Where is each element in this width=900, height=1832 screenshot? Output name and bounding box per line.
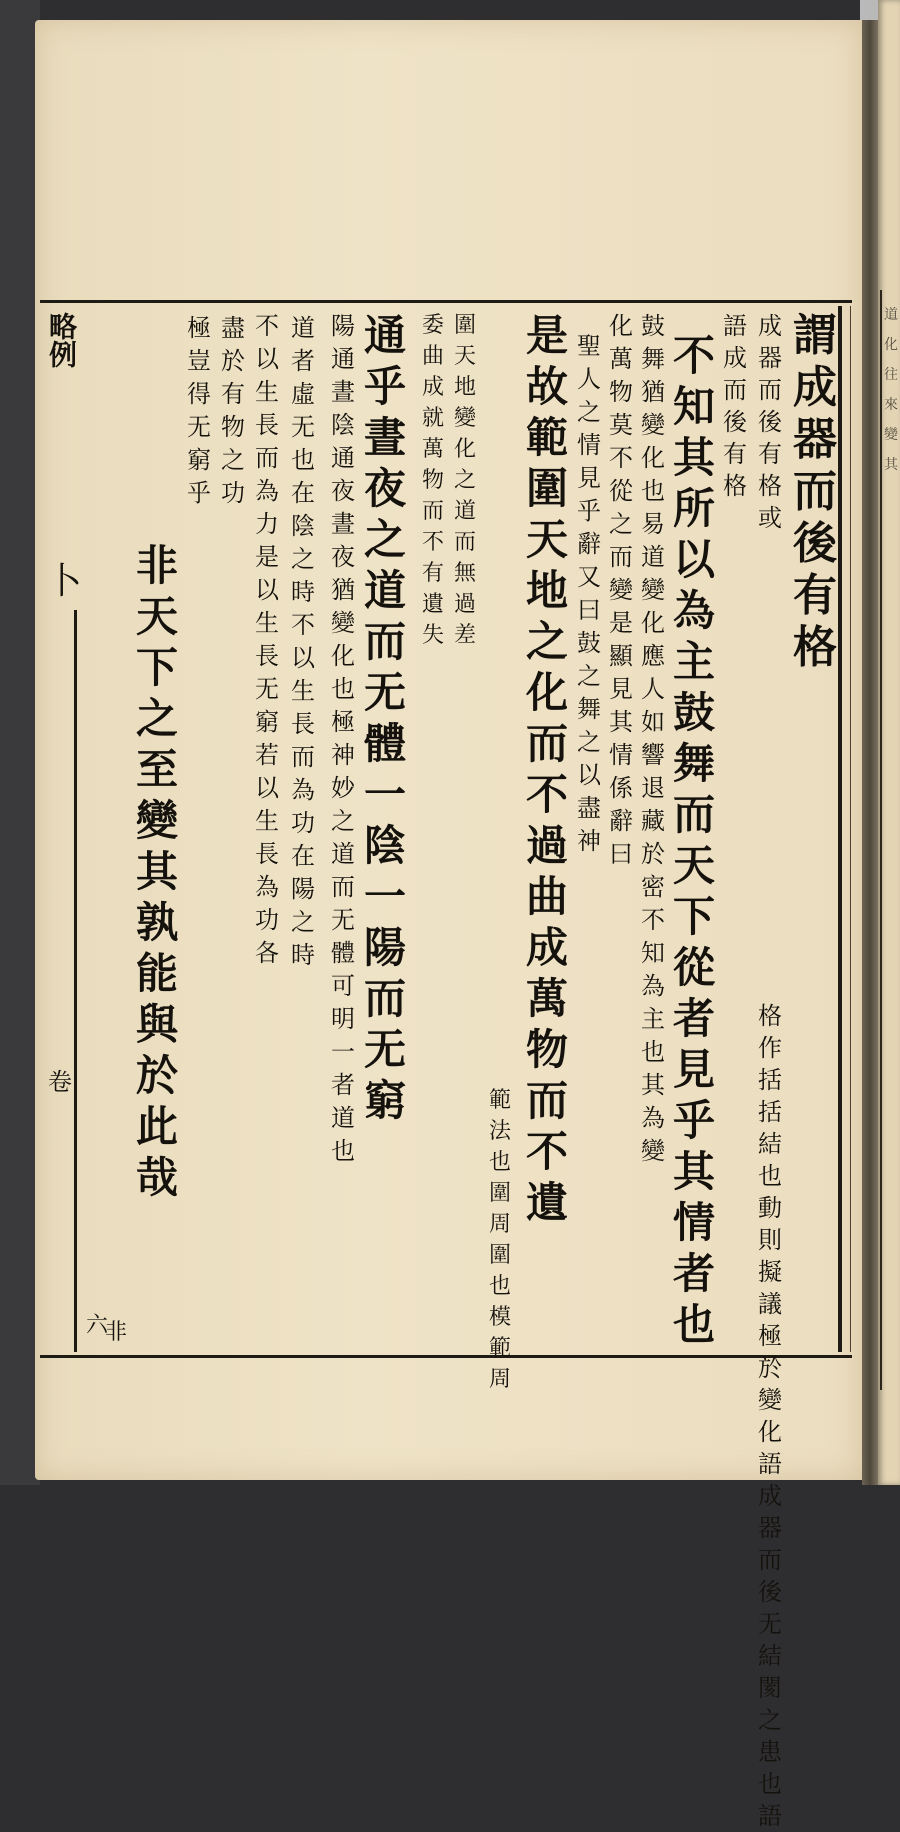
main-text-column: 非 天 下 之 至 變 其 孰 能 與 於 此 哉 (135, 541, 178, 1202)
margin-title: 略例 (45, 312, 78, 368)
adjacent-page-edge (878, 0, 900, 1485)
page-number: 六 (86, 1313, 109, 1338)
frame-outer-rule (850, 306, 851, 1352)
commentary-column: 陽 通 晝 陰 通 夜 晝 夜 猶 變 化 也 極 神 妙 之 道 而 无 體 可 明 一 者 道 也 (331, 312, 355, 1165)
commentary-column: 委 曲 成 就 萬 物 而 不 有 遺 失 (421, 313, 444, 648)
main-text-column: 謂 成 器 而 後 有 格 (793, 310, 837, 673)
main-text-column: 通 乎 晝 夜 之 道 而 无 體 一 陰 一 陽 而 无 窮 (363, 311, 406, 1125)
commentary-column: 聖 人 之 情 見 乎 辭 又 曰 鼓 之 舞 之 以 盡 神 (577, 332, 601, 855)
commentary-column: 格 作 括 括 結 也 動 則 擬 議 極 於 變 化 語 成 器 而 後 无 結 閡 之 患 也 語 (758, 1002, 782, 1830)
commentary-column: 語 成 而 後 有 格 (723, 312, 747, 500)
commentary-column: 不 以 生 長 而 為 力 是 以 生 長 无 窮 若 以 生 長 為 功 各 (255, 312, 279, 967)
adjacent-page-border (880, 290, 882, 1390)
commentary-column: 道 者 虛 无 也 在 陰 之 時 不 以 生 長 而 為 功 在 陽 之 時 (291, 314, 315, 969)
commentary-column: 極 豈 得 无 窮 乎 (187, 314, 211, 507)
commentary-column: 非 (104, 1320, 127, 1345)
juan-mark: 卷 (48, 1068, 72, 1096)
commentary-column: 成 器 而 後 有 格 或 (758, 312, 782, 532)
book-gutter (862, 0, 878, 1485)
main-text-column: 不 知 其 所 以 為 主 鼓 舞 而 天 下 從 者 見 乎 其 情 者 也 (672, 331, 715, 1349)
commentary-column: 鼓 舞 猶 變 化 也 易 道 變 化 應 人 如 響 退 藏 於 密 不 知 為 主 也 其 為 變 (641, 312, 665, 1165)
fold-mark: 卜 (46, 561, 83, 602)
scan-background-left (0, 0, 40, 1485)
block-margin (42, 312, 83, 1352)
main-text-column: 是 故 範 圍 天 地 之 化 而 不 過 曲 成 萬 物 而 不 遺 (525, 311, 568, 1227)
adjacent-page-text: 道 化 往 來 變 其 (884, 307, 898, 473)
commentary-column: 盡 於 有 物 之 功 (221, 314, 245, 507)
commentary-column: 範 法 也 圍 周 圍 也 模 範 周 (488, 1088, 511, 1392)
commentary-column: 化 萬 物 莫 不 從 之 而 變 是 顯 見 其 情 係 辭 曰 (609, 312, 633, 868)
commentary-column: 圍 天 地 變 化 之 道 而 無 過 差 (453, 313, 476, 648)
